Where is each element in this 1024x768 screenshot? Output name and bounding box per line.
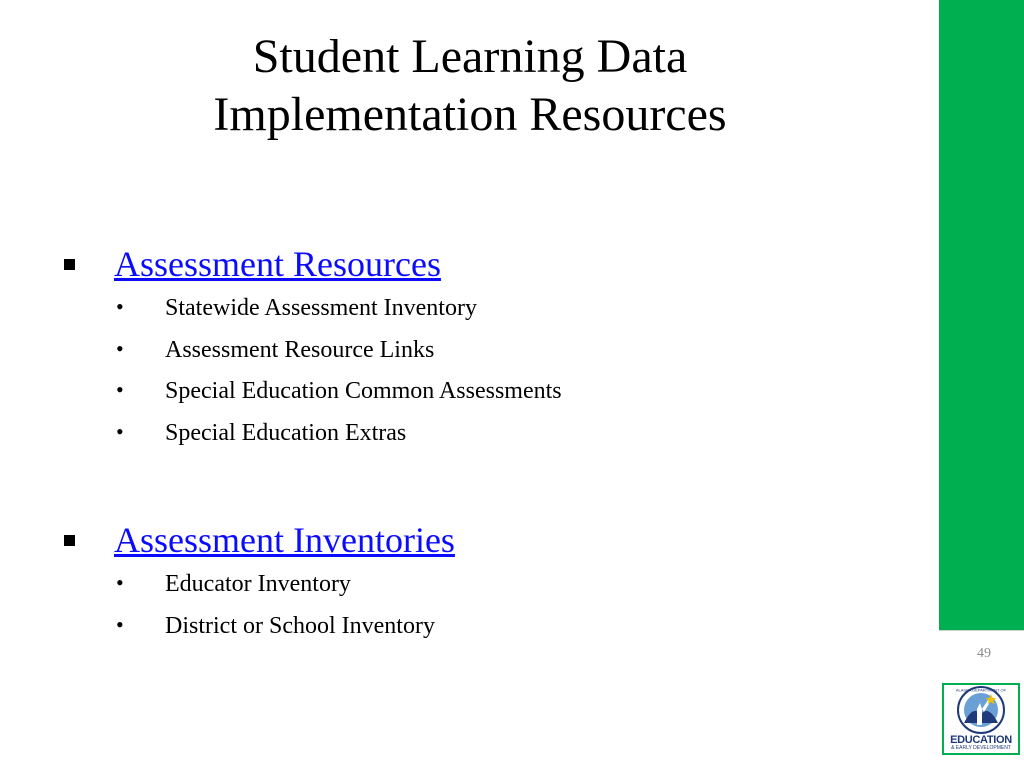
square-bullet-icon [64, 535, 75, 546]
logo-ring-text: ALASKA DEPARTMENT OF [955, 687, 1007, 693]
assessment-resources-link[interactable]: Assessment Resources [114, 244, 441, 284]
sidebar-divider [939, 630, 1024, 631]
slide-title [0, 28, 940, 144]
slide-title-line-1: Student Learning Data [252, 30, 688, 83]
list-item-label: District or School Inventory [165, 612, 435, 639]
bullet-icon: • [116, 418, 124, 444]
department-logo [942, 683, 1020, 755]
bullet-icon: • [116, 294, 124, 319]
bullet-icon: • [116, 611, 124, 637]
list-item-label: Statewide Assessment Inventory [165, 295, 477, 321]
list-item-label: Special Education Extras [165, 419, 407, 446]
bullet-icon: • [116, 335, 124, 361]
logo-caption-line-2: & EARLY DEVELOPMENT [951, 745, 1011, 751]
list-item-label: Assessment Resource Links [165, 336, 435, 363]
list-item-label: Educator Inventory [165, 571, 351, 597]
green-accent-bar [939, 0, 1024, 630]
slide-number: 49 [977, 646, 991, 661]
right-sidebar [939, 0, 1024, 768]
square-bullet-icon [64, 259, 75, 270]
assessment-inventories-link[interactable]: Assessment Inventories [114, 520, 455, 560]
bullet-icon: • [116, 570, 124, 595]
slide-title-line-2: Implementation Resources [213, 88, 727, 141]
list-item-label: Special Education Common Assessments [165, 378, 562, 404]
bullet-icon: • [116, 377, 124, 402]
logo-caption-line-1: EDUCATION [950, 734, 1012, 746]
